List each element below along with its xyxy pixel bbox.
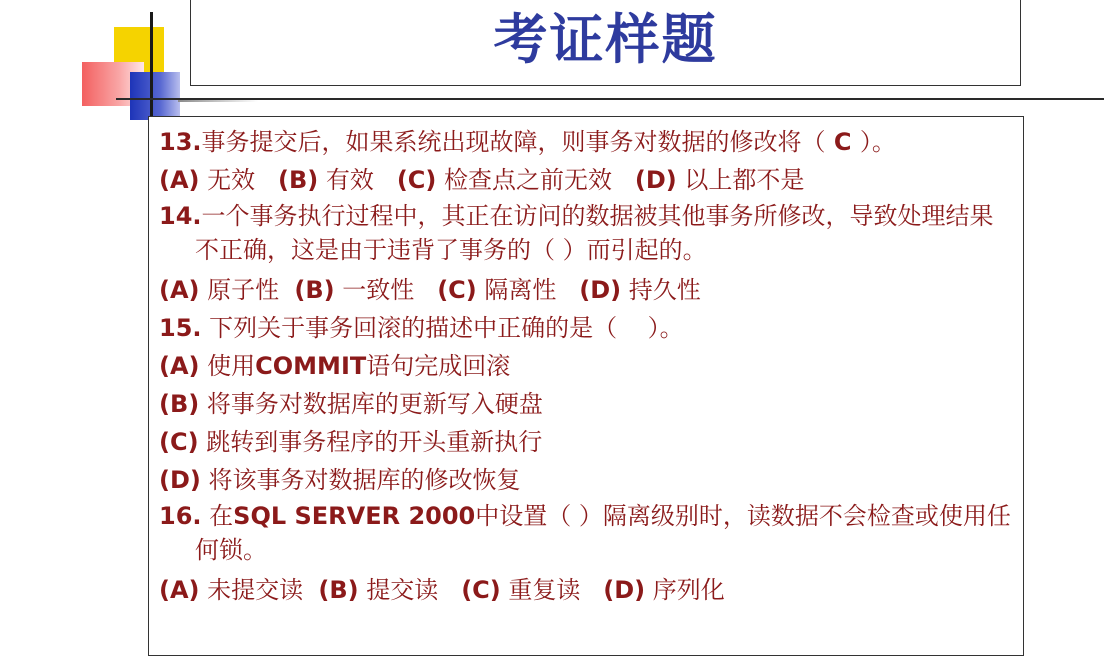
option-label: (B) <box>159 390 200 418</box>
question-list <box>159 123 1017 609</box>
slide-title: 考证样题 <box>493 7 718 71</box>
option-text: 检查点之前无效 <box>436 166 628 194</box>
option-label: (A) <box>159 576 200 604</box>
question-keyword: SQL SERVER 2000 <box>233 502 476 530</box>
question-13 <box>159 123 1017 161</box>
question-box <box>148 116 1024 656</box>
decor-blue-square <box>130 72 180 120</box>
option-text: 未提交读 <box>199 576 311 604</box>
option-text: 将该事务对数据库的修改恢复 <box>200 466 521 494</box>
question-text: 中设置（ ）隔离级别时，读数据不会检查或使用任何锁。 <box>195 502 1011 564</box>
option-text: 跳转到事务程序的开头重新执行 <box>198 428 543 456</box>
option-label: (C) <box>159 428 199 456</box>
option-text: 原子性 <box>199 276 287 304</box>
option-text: 一致性 <box>334 276 430 304</box>
option-text: 持久性 <box>621 276 701 304</box>
option-label: (B) <box>294 276 335 304</box>
option-15-a <box>159 347 1017 385</box>
question-text: 事务提交后，如果系统出现故障，则事务对数据的修改将（ <box>201 128 826 156</box>
option-text: 隔离性 <box>476 276 572 304</box>
question-tail: ）。 <box>859 128 896 156</box>
question-pre: 在 <box>201 502 234 530</box>
question-16 <box>159 499 1017 567</box>
option-text: 重复读 <box>500 576 596 604</box>
option-text: 以上都不是 <box>676 166 805 194</box>
option-pre: 使用 <box>199 352 256 380</box>
option-label: (C) <box>461 576 501 604</box>
question-text: 一个事务执行过程中，其正在访问的数据被其他事务所修改，导致处理结果不正确，这是由于违背了事务的（ ）而引起的。 <box>195 202 994 264</box>
option-keyword: COMMIT <box>255 352 367 380</box>
title-box <box>190 0 1021 86</box>
option-label: (C) <box>437 276 477 304</box>
option-label: (B) <box>318 576 359 604</box>
option-label: (C) <box>396 166 437 194</box>
option-label: (D) <box>159 466 201 494</box>
question-number: 14. <box>159 202 202 230</box>
question-15 <box>159 309 1017 347</box>
option-text: 无效 <box>199 166 271 194</box>
option-text: 提交读 <box>358 576 454 604</box>
option-label: (A) <box>159 352 200 380</box>
option-label: (A) <box>159 276 200 304</box>
decor-line-fade <box>178 100 258 102</box>
option-15-c <box>159 423 1017 461</box>
option-15-b <box>159 385 1017 423</box>
question-number: 15. <box>159 314 202 342</box>
decor-vertical-line <box>150 12 153 128</box>
options-14 <box>159 271 1017 309</box>
question-14 <box>159 199 1017 267</box>
option-text: 有效 <box>318 166 390 194</box>
option-label: (D) <box>634 166 677 194</box>
option-label: (D) <box>579 276 622 304</box>
option-text: 语句完成回滚 <box>366 352 511 380</box>
option-label: (A) <box>159 166 200 194</box>
options-13 <box>159 161 1017 199</box>
option-15-d <box>159 461 1017 499</box>
option-label: (B) <box>278 166 319 194</box>
question-number: 13. <box>159 128 202 156</box>
option-text: 将事务对数据库的更新写入硬盘 <box>199 390 543 418</box>
option-text: 序列化 <box>645 576 725 604</box>
option-label: (D) <box>603 576 646 604</box>
question-text: 下列关于事务回滚的描述中正确的是（ ）。 <box>201 314 684 342</box>
options-16 <box>159 571 1017 609</box>
question-number: 16. <box>159 502 202 530</box>
answer-mark: C <box>825 128 860 156</box>
decor-horizontal-line <box>116 98 1104 100</box>
